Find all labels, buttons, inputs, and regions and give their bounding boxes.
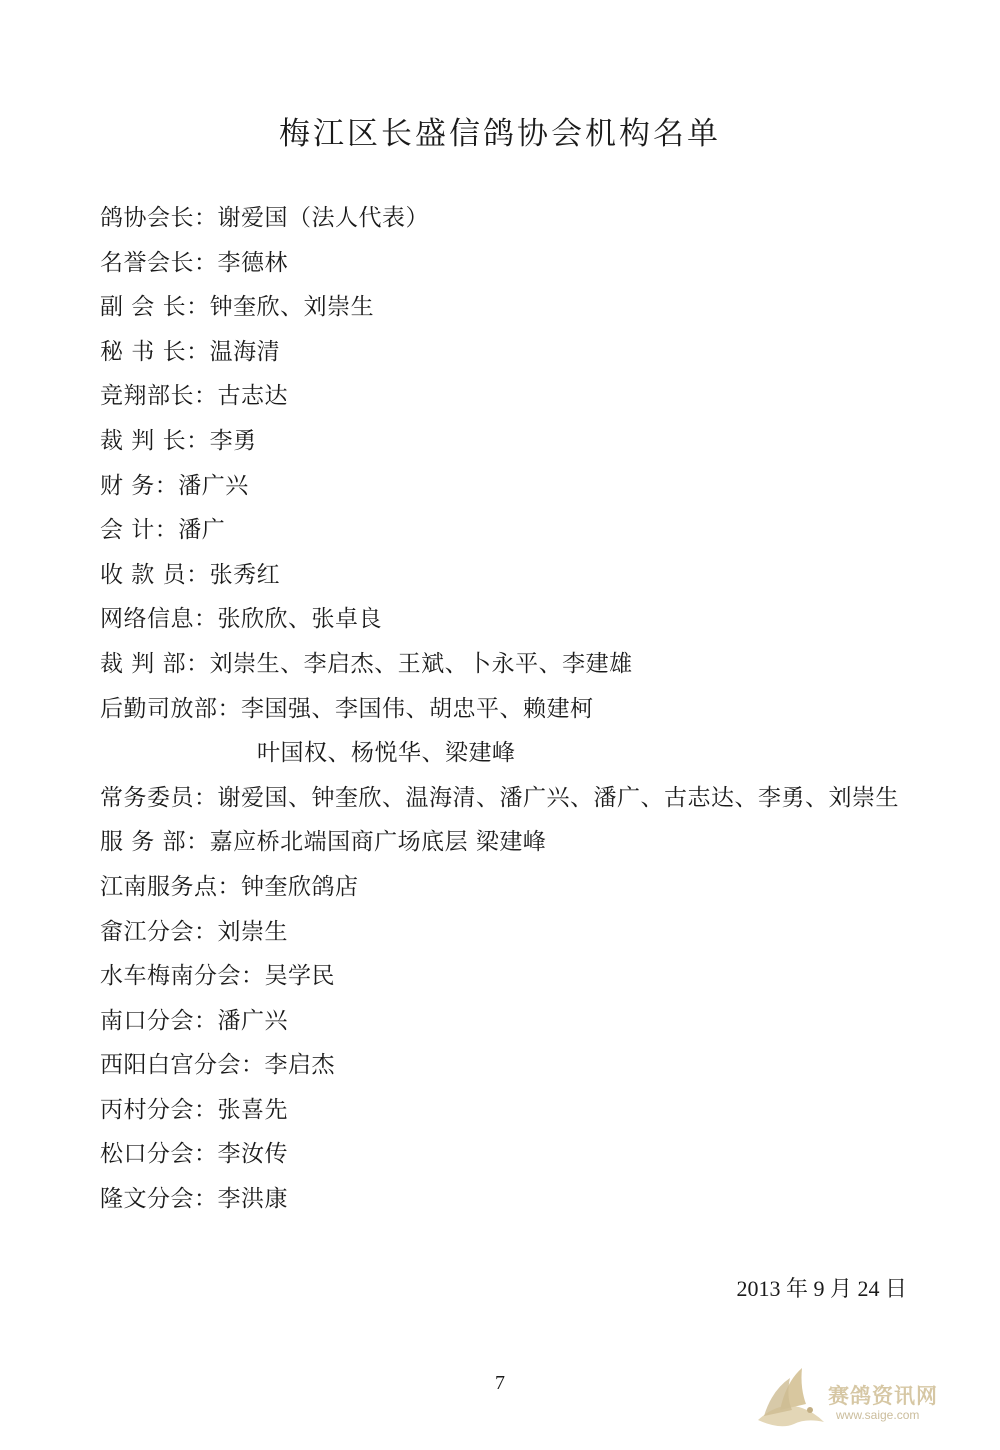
roster-line-shejiang-branch: 畲江分会：刘崇生 (100, 918, 288, 945)
roster-line-logistics-release: 后勤司放部：李国强、李国伟、胡忠平、赖建柯 (100, 695, 594, 722)
roster-line-cashier: 收 款 员：张秀红 (100, 561, 281, 588)
roster-line-shuiche-meinan-branch: 水车梅南分会：吴学民 (100, 963, 335, 990)
roster-line-logistics-release-continued: 叶国权、杨悦华、梁建峰 (257, 740, 516, 767)
roster-line-standing-committee: 常务委员：谢爱国、钟奎欣、温海清、潘广兴、潘广、古志达、李勇、刘崇生 (100, 784, 899, 811)
roster-line-longwen-branch: 隆文分会：李洪康 (100, 1186, 288, 1213)
roster-line-honorary-president: 名誉会长：李德林 (100, 249, 288, 276)
roster-line-secretary-general: 秘 书 长：温海清 (100, 338, 281, 365)
roster-line-judging-dept: 裁 判 部：刘崇生、李启杰、王斌、卜永平、李建雄 (100, 650, 633, 677)
watermark-url: www.saige.com (836, 1408, 920, 1422)
roster-list (100, 196, 980, 1222)
roster-line-vice-president: 副 会 长：钟奎欣、刘崇生 (100, 294, 375, 321)
roster-line-nankou-branch: 南口分会：潘广兴 (100, 1007, 288, 1034)
roster-line-network-info: 网络信息：张欣欣、张卓良 (100, 606, 382, 633)
watermark-site-name: 赛鸽资讯网 (828, 1384, 938, 1408)
roster-line-service-dept: 服 务 部：嘉应桥北端国商广场底层 梁建峰 (100, 829, 547, 856)
page-number: 7 (495, 1372, 505, 1394)
roster-line-racing-director: 竞翔部长：古志达 (100, 383, 288, 410)
roster-line-accountant: 会 计：潘广 (100, 517, 226, 544)
roster-line-songkou-branch: 松口分会：李汝传 (100, 1141, 288, 1168)
site-watermark (750, 1360, 960, 1438)
roster-line-jiangnan-service-point: 江南服务点：钟奎欣鸽店 (100, 873, 359, 900)
document-title: 梅江区长盛信鸽协会机构名单 (279, 116, 721, 152)
roster-line-chief-judge: 裁 判 长：李勇 (100, 427, 257, 454)
roster-line-finance: 财 务：潘广兴 (100, 472, 249, 499)
pigeon-logo-icon (750, 1360, 830, 1438)
roster-line-bingcun-branch: 丙村分会：张喜先 (100, 1096, 288, 1123)
roster-line-xiyang-baigong-branch: 西阳白宫分会：李启杰 (100, 1052, 335, 1079)
roster-line-president: 鸽协会长：谢爱国（法人代表） (100, 205, 429, 231)
document-date: 2013 年 9 月 24 日 (736, 1276, 907, 1301)
